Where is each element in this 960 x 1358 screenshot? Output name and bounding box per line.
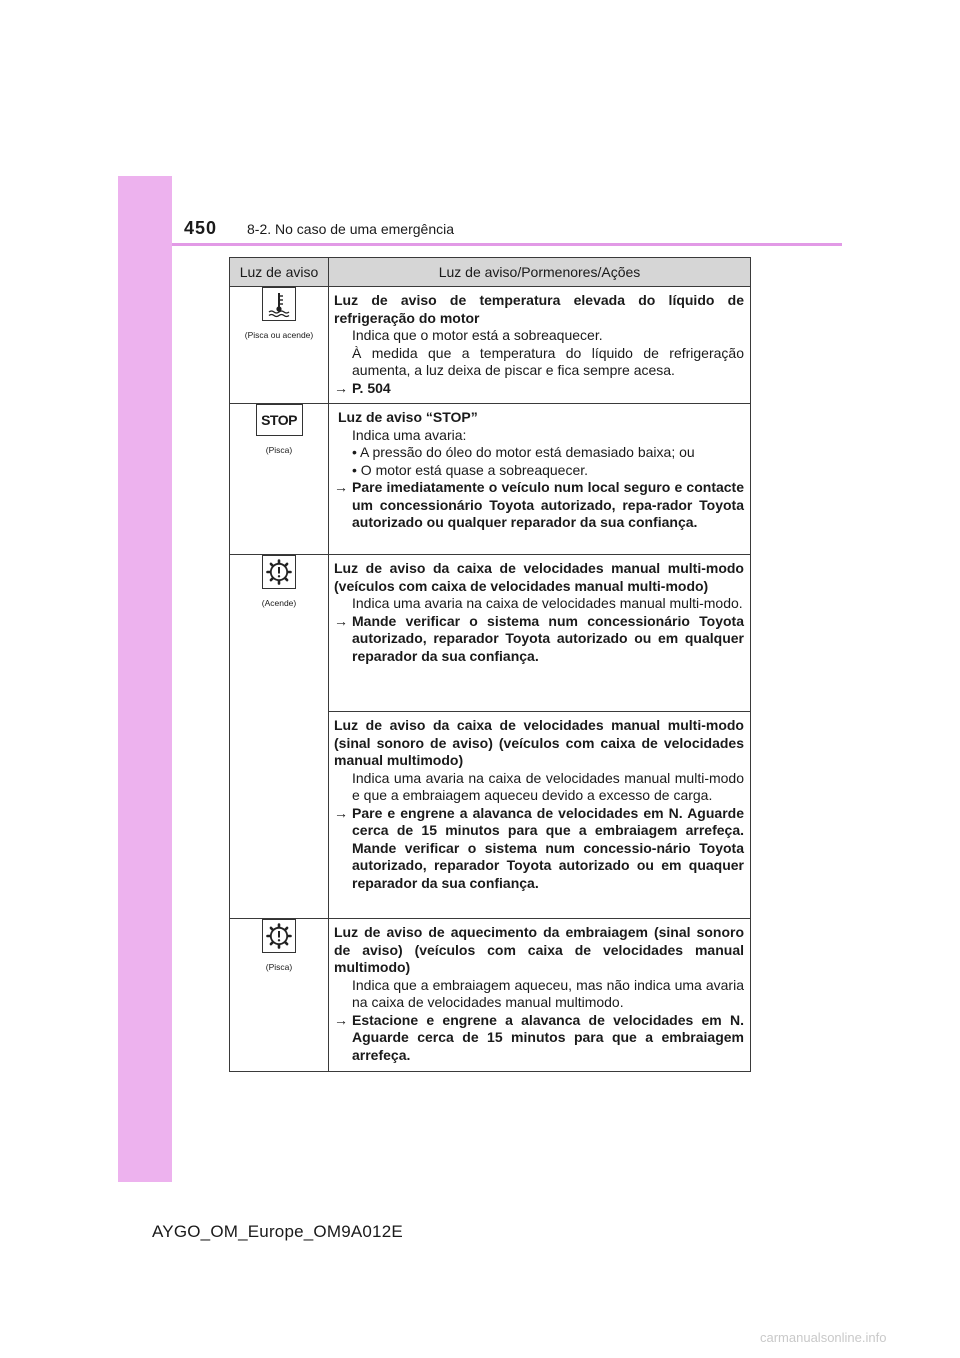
action <box>334 805 744 893</box>
warning-title: Luz de aviso da caixa de velocidades manual multi-modo (veículos com caixa de velocidades manual multi-modo) <box>334 560 744 594</box>
table-row <box>230 919 751 1072</box>
icon-caption: (Pisca ou acende) <box>244 330 314 340</box>
description: Indica uma avaria na caixa de velocidades manual multi-modo e que a embraiagem aqueceu devido a excesso de carga. <box>352 769 744 803</box>
description: Indica que a embraiagem aqueceu, mas não indica uma avaria na caixa de velocidades manual multimodo. <box>352 976 744 1010</box>
page-reference: P. 504 <box>352 379 391 396</box>
warning-title: Luz de aviso de aquecimento da embraiagem (sinal sonoro de aviso) (veículos com caixa de velocidades manual multimodo) <box>334 924 744 975</box>
details-cell <box>329 712 751 919</box>
action-text: Pare e engrene a alavanca de velocidades em N. Aguarde cerca de 15 minutos para que a embraiagem arrefeça. Mande verificar o sistema num concessio-nário Toyota autorizado, reparador Toyota autorizado ou em quaquer reparador da sua confiança. <box>352 804 744 891</box>
table-row <box>230 287 751 404</box>
icon-caption: (Pisca) <box>265 445 293 455</box>
icon-cell <box>230 919 329 1072</box>
clutch-temperature-warning-icon <box>262 919 296 953</box>
table-row <box>230 555 751 712</box>
warning-lights-table <box>229 257 751 1072</box>
arrow-icon: → <box>334 379 348 396</box>
section-title: 8-2. No caso de uma emergência <box>247 221 454 237</box>
icon-cell <box>230 555 329 919</box>
arrow-icon: → <box>334 1011 348 1028</box>
document-id: AYGO_OM_Europe_OM9A012E <box>152 1222 403 1241</box>
details-cell <box>329 919 751 1072</box>
details-cell <box>329 287 751 404</box>
bullet-item: • A pressão do óleo do motor está demasiado baixa; ou <box>352 444 695 460</box>
action <box>334 479 744 532</box>
action-text: Pare imediatamente o veículo num local seguro e contacte um concessionário Toyota autorizado, repa-rador Toyota autorizado ou qualquer reparador da sua confiança. <box>352 479 744 530</box>
header-rule <box>172 243 842 246</box>
action <box>334 1012 744 1065</box>
table-header-row <box>230 258 751 287</box>
description: À medida que a temperatura do líquido de refrigeração aumenta, a luz deixa de piscar e fica sempre acesa. <box>352 344 744 378</box>
action <box>334 613 744 666</box>
action-text: Mande verificar o sistema num concessionário Toyota autorizado, reparador Toyota autorizado ou em qualquer reparador da sua confiança. <box>352 612 744 664</box>
table-row <box>230 404 751 555</box>
col-header-details: Luz de aviso/Pormenores/Ações <box>329 258 751 287</box>
description: Indica uma avaria na caixa de velocidades manual multi-modo. <box>352 595 743 611</box>
stop-warning-icon <box>256 404 303 436</box>
coolant-temperature-icon <box>262 287 296 321</box>
transmission-gear-warning-icon <box>262 555 296 589</box>
arrow-icon: → <box>334 612 348 629</box>
icon-cell <box>230 287 329 404</box>
stop-icon-text: STOP <box>261 412 297 428</box>
warning-title: Luz de aviso “STOP” <box>338 409 478 425</box>
warning-title: Luz de aviso da caixa de velocidades manual multi-modo (sinal sonoro de aviso) (veículos com caixa de velocidades manual multimodo) <box>334 717 744 768</box>
details-cell <box>329 404 751 555</box>
bullet-item: • O motor está quase a sobreaquecer. <box>352 461 589 478</box>
description: Indica que o motor está a sobreaquecer. <box>352 327 603 343</box>
icon-cell <box>230 404 329 555</box>
warning-title: Luz de aviso de temperatura elevada do líquido de refrigeração do motor <box>334 292 744 326</box>
watermark: carmanualsonline.info <box>760 1330 887 1345</box>
col-header-warning-light: Luz de aviso <box>230 258 329 287</box>
details-cell <box>329 555 751 712</box>
description: Indica uma avaria: <box>352 426 467 443</box>
icon-caption: (Pisca) <box>265 962 293 972</box>
chapter-sidebar <box>118 176 172 1182</box>
arrow-icon: → <box>334 804 348 821</box>
action-text: Estacione e engrene a alavanca de velocidades em N. Aguarde cerca de 15 minutos para que a embraiagem arrefeça. <box>352 1011 744 1063</box>
page-number: 450 <box>184 218 218 238</box>
icon-caption: (Acende) <box>261 598 297 608</box>
arrow-icon: → <box>334 479 348 495</box>
action <box>334 380 744 398</box>
